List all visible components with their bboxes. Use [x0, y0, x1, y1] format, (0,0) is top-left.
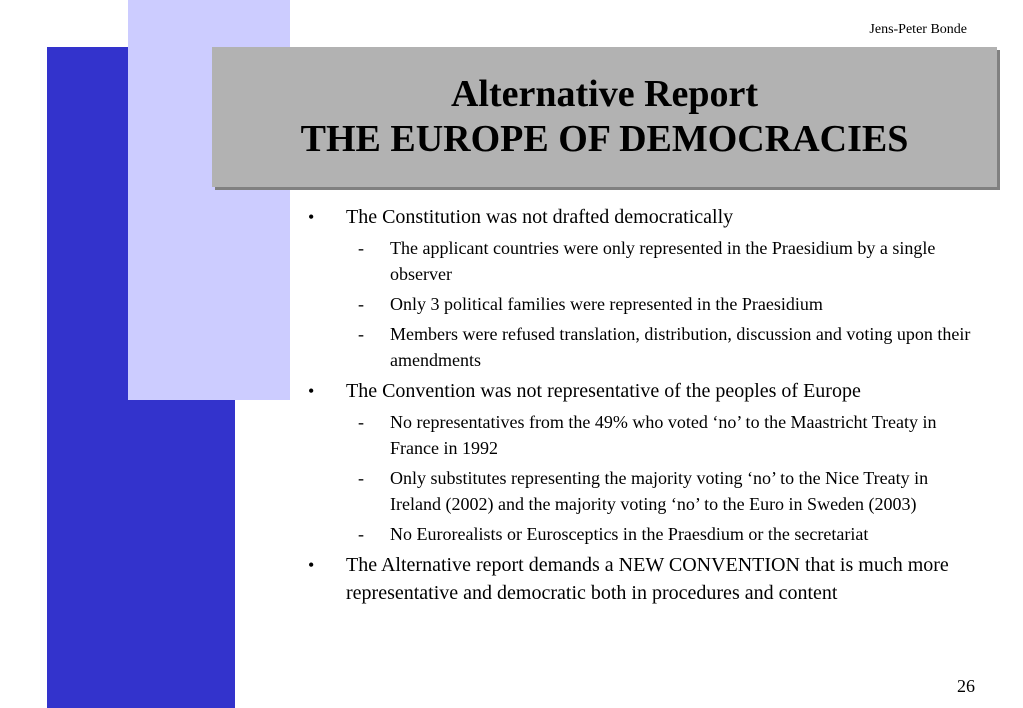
bullet-text: The Alternative report demands a NEW CONVENTION that is much more representative and democratic both in procedures and content [346, 554, 949, 604]
dash-marker-icon: - [358, 324, 364, 344]
dash-marker-icon: - [358, 468, 364, 488]
sub-text: No Eurorealists or Eurosceptics in the Praesdium or the secretariat [390, 524, 869, 544]
title-line-1: Alternative Report [450, 73, 759, 115]
sub-item [346, 291, 980, 317]
sub-item [346, 409, 980, 461]
bullet-item [300, 551, 980, 607]
sub-item [346, 321, 980, 373]
bullet-item [300, 203, 980, 373]
sub-text: Only substitutes representing the majority voting ‘no’ to the Nice Treaty in Ireland (2002) and the majority voting ‘no’ to the Euro in Sweden (2003) [390, 468, 929, 514]
bullet-item [300, 377, 980, 547]
bullet-text: The Constitution was not drafted democratically [346, 206, 734, 228]
bullet-marker-icon: • [308, 207, 315, 227]
dash-marker-icon: - [358, 294, 364, 314]
sub-text: Only 3 political families were represented in the Praesidium [390, 294, 823, 314]
sub-list [346, 409, 980, 547]
author-name: Jens-Peter Bonde [869, 22, 967, 37]
bullet-text: The Convention was not representative of the peoples of Europe [346, 380, 861, 402]
dash-marker-icon: - [358, 238, 364, 258]
sub-item [346, 465, 980, 517]
sub-text: Members were refused translation, distribution, discussion and voting upon their amendments [390, 324, 971, 370]
bullet-marker-icon: • [308, 555, 315, 575]
sub-text: No representatives from the 49% who voted ‘no’ to the Maastricht Treaty in France in 1992 [390, 412, 937, 458]
dash-marker-icon: - [358, 412, 364, 432]
title-line-2: THE EUROPE OF DEMOCRACIES [300, 118, 909, 160]
page-number: 26 [957, 676, 975, 696]
bullet-list [300, 203, 980, 607]
slide-content [300, 203, 980, 609]
sub-item [346, 521, 980, 547]
sub-item [346, 235, 980, 287]
sub-list [346, 235, 980, 373]
dash-marker-icon: - [358, 524, 364, 544]
bullet-marker-icon: • [308, 381, 315, 401]
title-box [212, 47, 997, 187]
sub-text: The applicant countries were only represented in the Praesidium by a single observer [390, 238, 936, 284]
